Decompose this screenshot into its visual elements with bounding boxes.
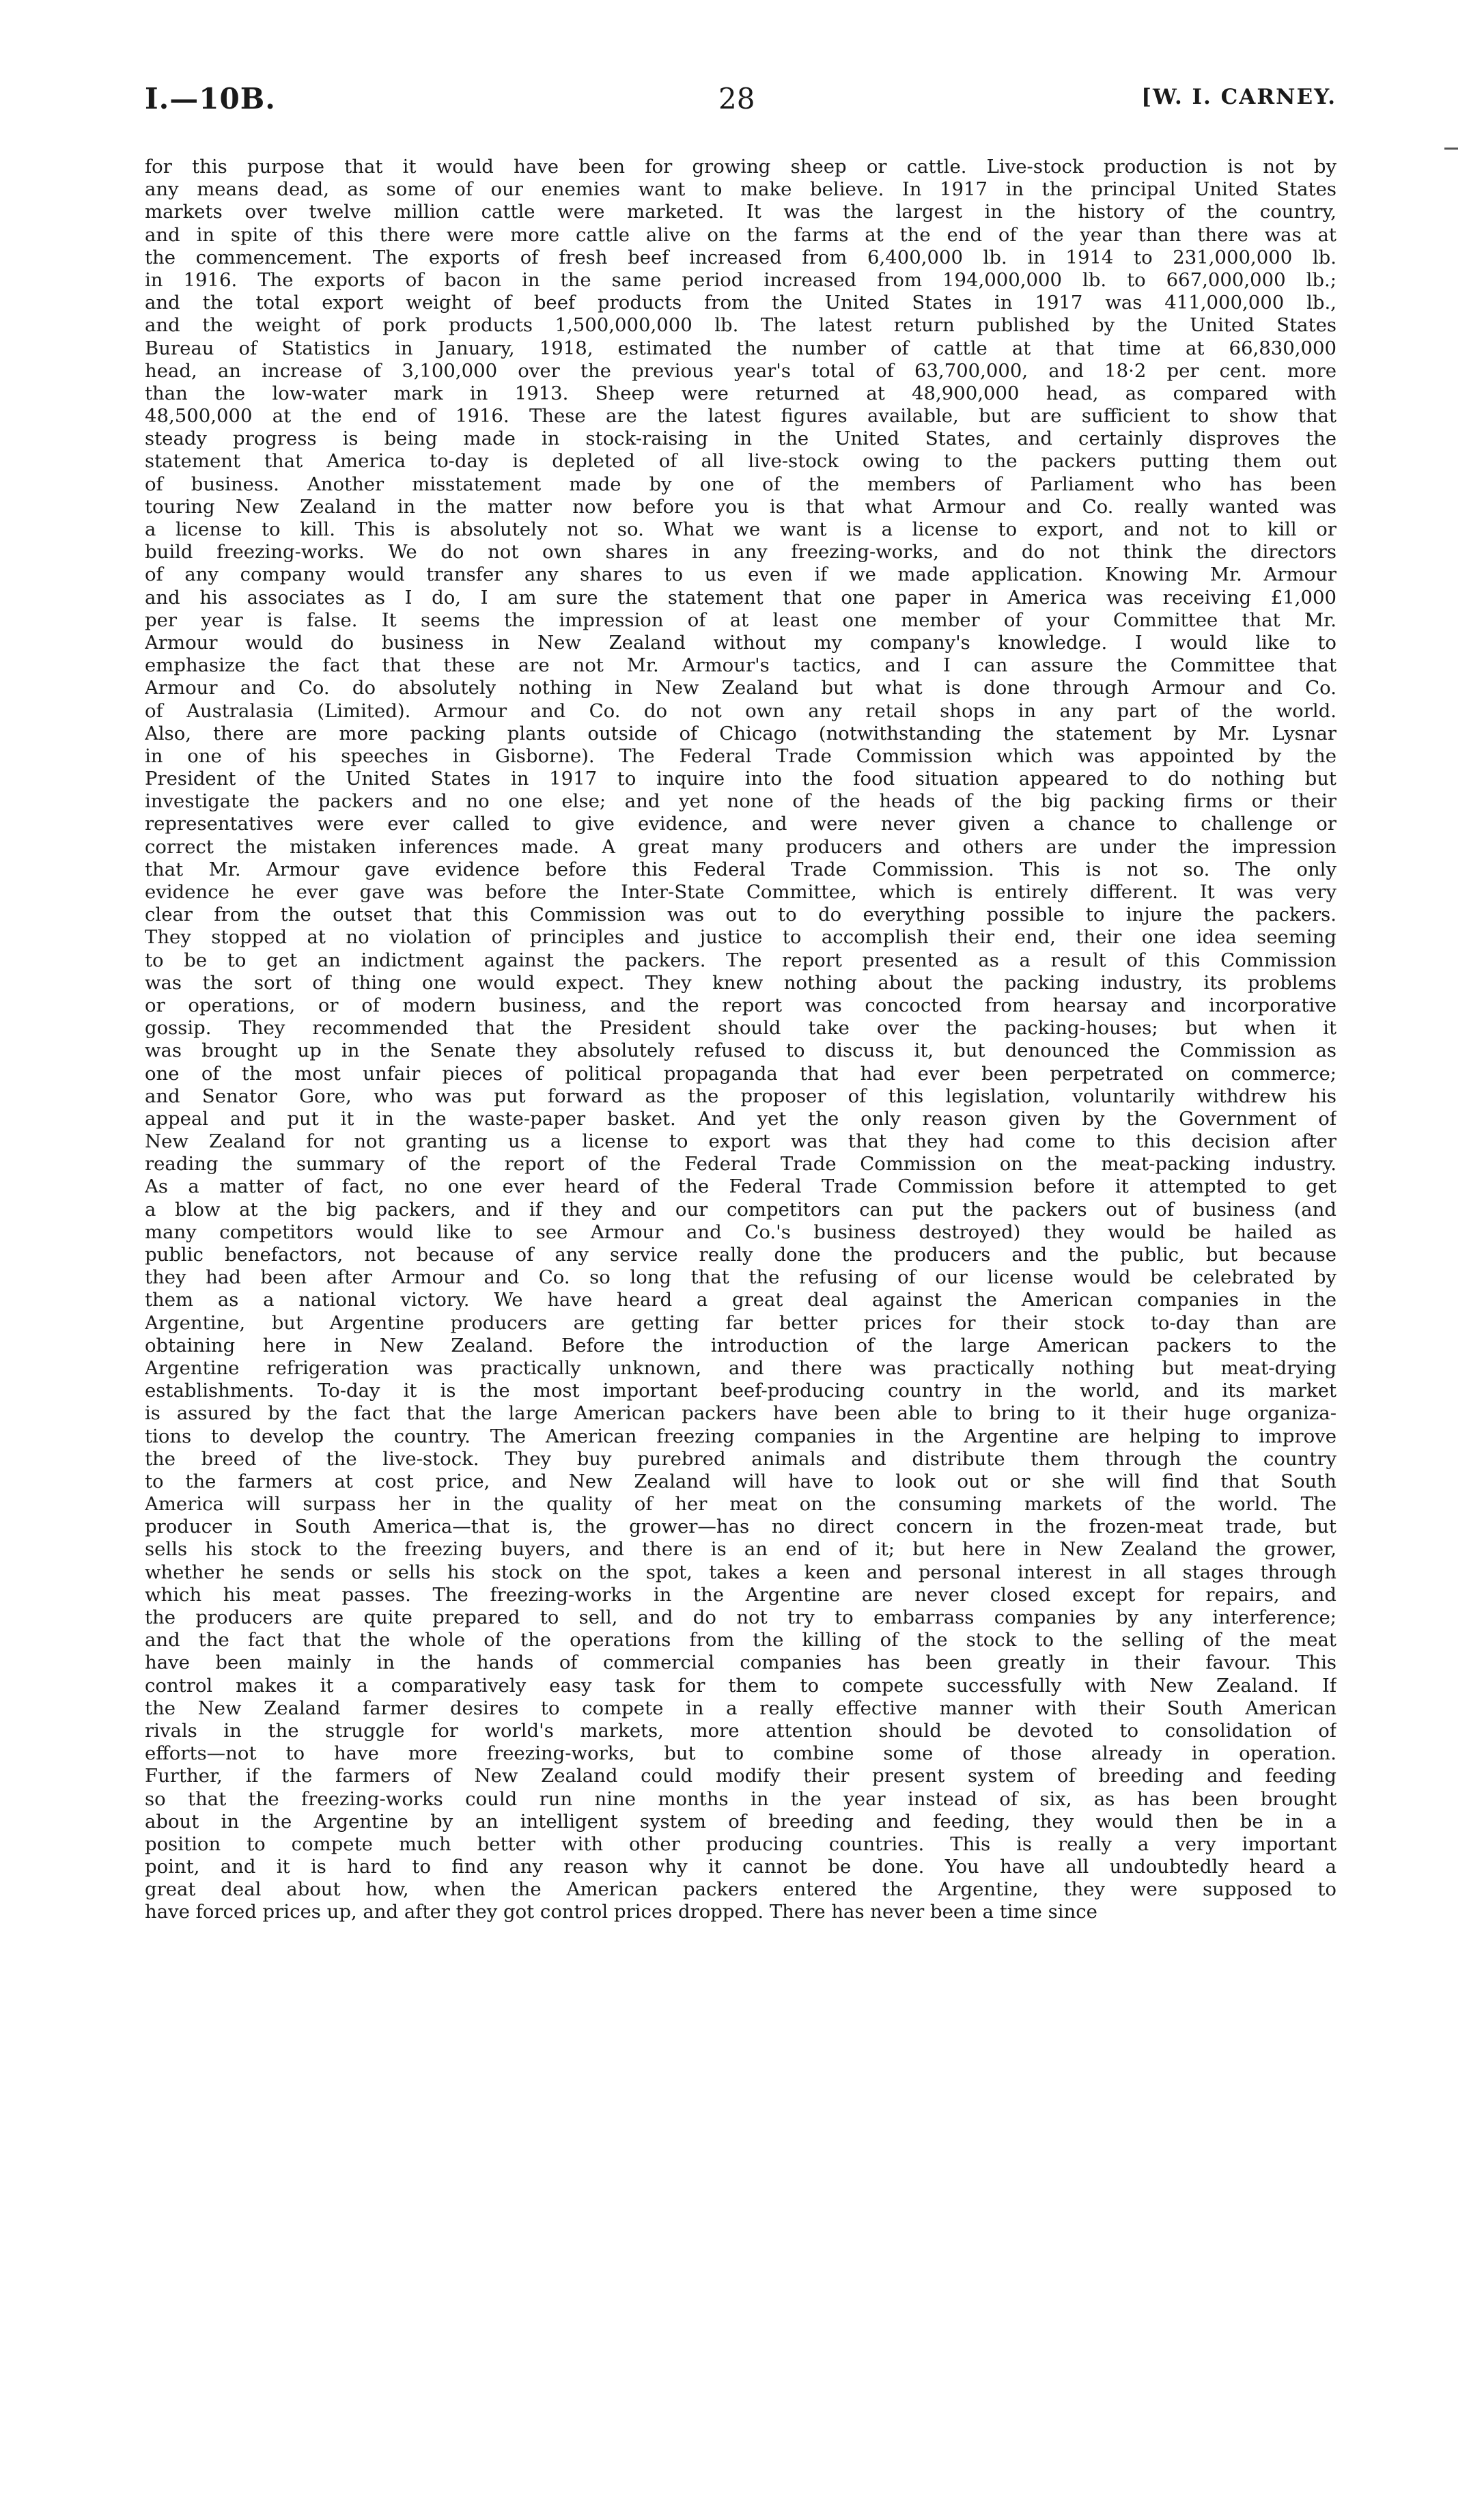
text-line: or operations, or of modern business, and the report was concocted from hearsay and incorporative xyxy=(145,994,1336,1016)
text-line: the breed of the live-stock. They buy purebred animals and distribute them through the country xyxy=(145,1447,1336,1470)
text-line: to the farmers at cost price, and New Zealand will have to look out or she will find that South xyxy=(145,1470,1336,1492)
text-line: rivals in the struggle for world's markets, more attention should be devoted to consolidation of xyxy=(145,1719,1336,1742)
text-line: clear from the outset that this Commission was out to do everything possible to injure the packers. xyxy=(145,904,1336,926)
text-line: obtaining here in New Zealand. Before the introduction of the large American packers to the xyxy=(145,1334,1336,1356)
text-line: public benefactors, not because of any service really done the producers and the public, but because xyxy=(145,1244,1336,1266)
text-line: whether he sends or sells his stock on the spot, takes a keen and personal interest in all stages through xyxy=(145,1561,1336,1583)
text-line: President of the United States in 1917 to inquire into the food situation appeared to do nothing but xyxy=(145,768,1336,790)
text-line: sells his stock to the freezing buyers, and there is an end of it; but here in New Zealand the grower, xyxy=(145,1538,1336,1561)
text-line: about in the Argentine by an intelligent system of breeding and feeding, they would then be in a xyxy=(145,1810,1336,1833)
text-line: Bureau of Statistics in January, 1918, estimated the number of cattle at that time at 66,830,000 xyxy=(145,337,1336,359)
text-line: America will surpass her in the quality of her meat on the consuming markets of the world. The xyxy=(145,1493,1336,1516)
text-line: steady progress is being made in stock-raising in the United States, and certainly disproves the xyxy=(145,428,1336,450)
text-line: investigate the packers and no one else; and yet none of the heads of the big packing firms or their xyxy=(145,790,1336,813)
text-line: was the sort of thing one would expect. They knew nothing about the packing industry, its problems xyxy=(145,971,1336,994)
text-line: and the weight of pork products 1,500,000,000 lb. The latest return published by the United States xyxy=(145,314,1336,337)
text-line: gossip. They recommended that the President should take over the packing-houses; but when it xyxy=(145,1017,1336,1040)
text-line: point, and it is hard to find any reason why it cannot be done. You have all undoubtedly heard a xyxy=(145,1856,1336,1878)
text-line: in one of his speeches in Gisborne). The Federal Trade Commission which was appointed by the xyxy=(145,744,1336,767)
text-line: for this purpose that it would have been for growing sheep or cattle. Live-stock production is not by xyxy=(145,156,1336,178)
text-line: to be to get an indictment against the packers. The report presented as a result of this Commission xyxy=(145,949,1336,971)
text-line: in 1916. The exports of bacon in the same period increased from 194,000,000 lb. to 667,000,000 lb.; xyxy=(145,268,1336,291)
text-line: of Australasia (Limited). Armour and Co. do not own any retail shops in any part of the world. xyxy=(145,699,1336,722)
text-line: have been mainly in the hands of commercial companies has been greatly in their favour. This xyxy=(145,1652,1336,1674)
text-line: have forced prices up, and after they got control prices dropped. There has never been a time since xyxy=(145,1901,1097,1923)
text-line: markets over twelve million cattle were marketed. It was the largest in the history of the country, xyxy=(145,201,1336,223)
text-line: them as a national victory. We have heard a great deal against the American companies in the xyxy=(145,1289,1336,1311)
text-line: and in spite of this there were more cattle alive on the farms at the end of the year than there was at xyxy=(145,223,1336,246)
text-line: Argentine, but Argentine producers are getting far better prices for their stock to-day than are xyxy=(145,1311,1336,1334)
text-line: establishments. To-day it is the most important beef-producing country in the world, and its market xyxy=(145,1380,1336,1402)
text-line: that Mr. Armour gave evidence before this Federal Trade Commission. This is not so. The only xyxy=(145,858,1336,880)
page-header xyxy=(145,82,1336,123)
text-line: As a matter of fact, no one ever heard of the Federal Trade Commission before it attempted to get xyxy=(145,1175,1336,1198)
body-text xyxy=(145,156,1336,1924)
text-line: Armour and Co. do absolutely nothing in New Zealand but what is done through Armour and Co. xyxy=(145,677,1336,699)
text-line: position to compete much better with other producing countries. This is really a very important xyxy=(145,1833,1336,1855)
text-line: and Senator Gore, who was put forward as the proposer of this legislation, voluntarily withdrew his xyxy=(145,1085,1336,1107)
text-line: emphasize the fact that these are not Mr. Armour's tactics, and I can assure the Committee that xyxy=(145,654,1336,677)
text-line: the producers are quite prepared to sell, and do not try to embarrass companies by any interference; xyxy=(145,1606,1336,1628)
page-number: 28 xyxy=(718,82,755,115)
text-line: tions to develop the country. The American freezing companies in the Argentine are helping to improve xyxy=(145,1425,1336,1447)
text-line: of business. Another misstatement made by one of the members of Parliament who has been xyxy=(145,473,1336,495)
paper-reference: I.—10B. xyxy=(145,82,276,115)
text-line: which his meat passes. The freezing-works in the Argentine are never closed except for repairs, and xyxy=(145,1583,1336,1606)
witness-name: [W. I. CARNEY. xyxy=(1141,85,1336,109)
text-line: is assured by the fact that the large American packers have been able to bring to it their huge organiza- xyxy=(145,1402,1336,1425)
text-line: they had been after Armour and Co. so long that the refusing of our license would be celebrated by xyxy=(145,1266,1336,1289)
text-line: than the low-water mark in 1913. Sheep were returned at 48,900,000 head, as compared with xyxy=(145,382,1336,404)
text-line: appeal and put it in the waste-paper basket. And yet the only reason given by the Government of xyxy=(145,1107,1336,1130)
text-line: of any company would transfer any shares to us even if we made application. Knowing Mr. Armour xyxy=(145,563,1336,586)
text-line: the New Zealand farmer desires to compete in a really effective manner with their South American xyxy=(145,1697,1336,1719)
text-line: representatives were ever called to give evidence, and were never given a chance to challenge or xyxy=(145,813,1336,835)
text-line: and his associates as I do, I am sure the statement that one paper in America was receiving £1,000 xyxy=(145,586,1336,609)
text-line: many competitors would like to see Armour and Co.'s business destroyed) they would be hailed as xyxy=(145,1221,1336,1243)
text-line: a blow at the big packers, and if they and our competitors can put the packers out of business (and xyxy=(145,1198,1336,1221)
text-line: Argentine refrigeration was practically unknown, and there was practically nothing but meat-drying xyxy=(145,1356,1336,1379)
text-line: Further, if the farmers of New Zealand could modify their present system of breeding and feeding xyxy=(145,1765,1336,1787)
text-line: statement that America to-day is depleted of all live-stock owing to the packers putting them out xyxy=(145,450,1336,473)
text-line: producer in South America—that is, the grower—has no direct concern in the frozen-meat trade, but xyxy=(145,1516,1336,1538)
text-line: correct the mistaken inferences made. A great many producers and others are under the impression xyxy=(145,835,1336,858)
text-line: per year is false. It seems the impression of at least one member of your Committee that Mr. xyxy=(145,609,1336,631)
text-line: the commencement. The exports of fresh beef increased from 6,400,000 lb. in 1914 to 231,000,000 lb. xyxy=(145,246,1336,268)
text-line: build freezing-works. We do not own shares in any freezing-works, and do not think the directors xyxy=(145,541,1336,563)
text-line: touring New Zealand in the matter now before you is that what Armour and Co. really wanted was xyxy=(145,495,1336,518)
text-line: New Zealand for not granting us a license to export was that they had come to this decision after xyxy=(145,1130,1336,1153)
text-line: and the total export weight of beef products from the United States in 1917 was 411,000,000 lb., xyxy=(145,292,1336,314)
text-line: efforts—not to have more freezing-works, but to combine some of those already in operation. xyxy=(145,1742,1336,1765)
text-line: was brought up in the Senate they absolutely refused to discuss it, but denounced the Commission as xyxy=(145,1040,1336,1062)
text-line: 48,500,000 at the end of 1916. These are the latest figures available, but are sufficient to show that xyxy=(145,405,1336,428)
text-line: a license to kill. This is absolutely not so. What we want is a license to export, and not to kill or xyxy=(145,518,1336,540)
text-line: head, an increase of 3,100,000 over the previous year's total of 63,700,000, and 18·2 per cent. more xyxy=(145,359,1336,382)
text-line: and the fact that the whole of the operations from the killing of the stock to the selling of the meat xyxy=(145,1629,1336,1652)
text-line: any means dead, as some of our enemies want to make believe. In 1917 in the principal United States xyxy=(145,178,1336,201)
text-line: evidence he ever gave was before the Inter-State Committee, which is entirely different. It was very xyxy=(145,881,1336,903)
text-line: one of the most unfair pieces of political propaganda that had ever been perpetrated on commerce; xyxy=(145,1062,1336,1085)
margin-mark xyxy=(1444,148,1458,150)
text-line: Also, there are more packing plants outside of Chicago (notwithstanding the statement by Mr. Lysnar xyxy=(145,722,1336,744)
text-line: control makes it a comparatively easy task for them to compete successfully with New Zealand. If xyxy=(145,1674,1336,1697)
text-line: great deal about how, when the American packers entered the Argentine, they were supposed to xyxy=(145,1878,1336,1901)
text-line: Armour would do business in New Zealand without my company's knowledge. I would like to xyxy=(145,631,1336,654)
text-line: They stopped at no violation of principles and justice to accomplish their end, their one idea seeming xyxy=(145,926,1336,949)
text-line: so that the freezing-works could run nine months in the year instead of six, as has been brought xyxy=(145,1787,1336,1810)
text-line: reading the summary of the report of the Federal Trade Commission on the meat-packing industry. xyxy=(145,1153,1336,1175)
